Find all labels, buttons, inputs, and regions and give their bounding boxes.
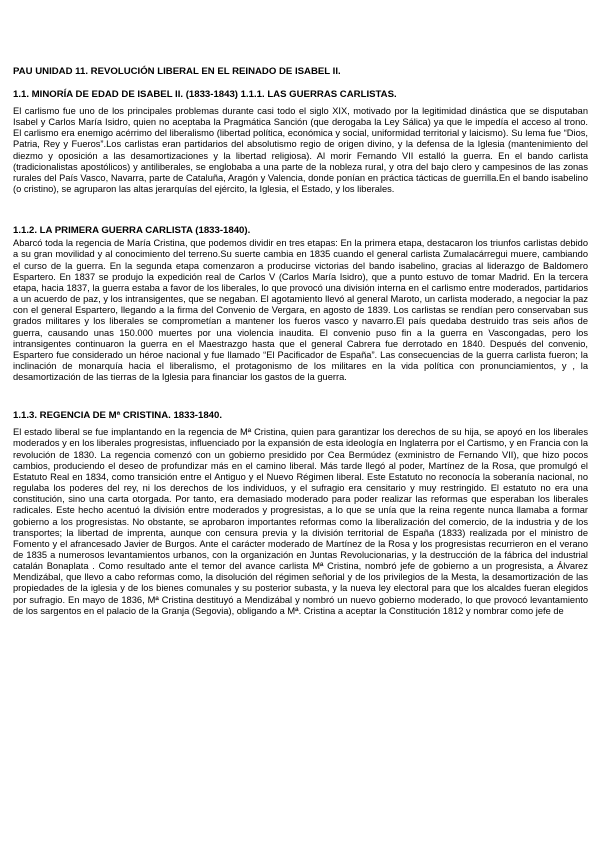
- section-body-minoria: El carlismo fue uno de los principales problemas durante casi todo el siglo XIX, motivado por la legitimidad dinástica que se disputaban Isabel y Carlos María Isidro, quien no aceptaba la Pragmática Sanción (que derogaba la Ley Sálica) ya que le impedía el acceso al trono. El carlismo era enemigo acérrimo del liberalismo (libertad política, económica y social, uniformidad territorial y laicismo). Su lema fue “Dios, Patria, Rey y Fueros”.Los carlistas eran partidarios del absolutismo regio de origen divino, y la defensa de la Iglesia (mantenimiento del diezmo y oposición a las desamortizaciones y la libertad religiosa). Al morir Fernando VII estalló la guerra. En el bando carlista (tradicionalistas apostólicos) y antiliberales, se englobaba a una parte de la nobleza rural, y otra del bajo clero y campesinos de las zonas rurales del País Vasco, Navarra, parte de Cataluña, Aragón y Valencia, donde ponían en práctica tácticas de guerrilla.En el bando isabelino (o cristino), se agruparon las altas jerarquías del ejército, la Iglesia, el Estado, y los liberales.: [13, 106, 588, 195]
- section-spacer: [13, 383, 588, 410]
- section-body-primera-guerra: Abarcó toda la regencia de María Cristina, que podemos dividir en tres etapas: En la primera etapa, destacaron los triunfos carlistas debido a su gran movilidad y al conocimiento del terreno.Su suerte cambia en 1835 cuando el general carlista Zumalacárregui muere, cambiando el curso de la guerra. En la segunda etapa comenzaron a producirse victorias del bando isabelino, gracias al liderazgo de Baldomero Espartero. En 1837 se produjo la expedición real de Carlos V (Carlos María Isidro), que a punto estuvo de tomar Madrid. En la tercera etapa, hacia 1837, la guerra estaba a favor de los liberales, lo que provocó una división interna en el carlismo entre moderados, partidarios a un acuerdo de paz, y los intransigentes, que se negaban. El agotamiento llevó al general Maroto, un carlista moderado, a negociar la paz con el general Espartero, llegando a la firma del Convenio de Vergara, en agosto de 1839. Los carlistas se rendían pero conservaban sus grados militares y los liberales se comprometían a mantener los fueros vasco y navarro.El país quedaba destruido tras seis años de guerra, causando unas 150.000 muertes por una violencia inaudita. El convenio puso fin a la guerra en Vascongadas, pero los intransigentes continuaron la guerra en el Maestrazgo hasta que el general Cabrera fue derrotado en 1840. Después del convenio, Espartero fue considerado un héroe nacional y fue llamado “El Pacificador de España”. Las consecuencias de la guerra carlista fueron; la inclinación de monarquía hacia el liberalismo, el protagonismo de los militares en la vida política con pronunciamientos, y , la desamortización de las tierras de la Iglesia para financiar los gastos de la guerra.: [13, 238, 588, 383]
- section-heading-primera-guerra: 1.1.2. LA PRIMERA GUERRA CARLISTA (1833-1840).: [13, 225, 251, 237]
- section-spacer: [13, 195, 588, 225]
- section-heading-regencia: 1.1.3. REGENCIA DE Mª CRISTINA. 1833-1840.: [13, 410, 222, 422]
- section-heading-minoria: 1.1. MINORÍA DE EDAD DE ISABEL II. (1833-1843) 1.1.1. LAS GUERRAS CARLISTAS.: [13, 89, 397, 100]
- document-title: PAU UNIDAD 11. REVOLUCIÓN LIBERAL EN EL REINADO DE ISABEL II.: [13, 66, 341, 77]
- section-body-regencia: El estado liberal se fue implantando en la regencia de Mª Cristina, quien para garantizar los derechos de su hija, se apoyó en los liberales moderados y en los liberales progresistas, influenciado por la expansión de esta ideología en Inglaterra por el Cartismo, y en Francia con la revolución de 1830. La regencia comenzó con un gobierno presidido por Cea Bermúdez (exministro de Fernando VII), que hizo pocos cambios, produciendo el deseo de profundizar más en el camino liberal. Más tarde llegó al poder, Martínez de la Rosa, que promulgó el Estatuto Real en 1834, como transición entre el Antiguo y el Nuevo Régimen liberal. Este Estatuto no reconocía la soberanía nacional, no regulaba los poderes del rey, ni los derechos de los individuos, y el sufragio era censitario y muy restringido. El estatuto no era una constitución, sino una carta otorgada. Por tanto, era demasiado moderado para poder realizar las reformas que esperaban los liberales radicales. Este hecho acentuó la división entre moderados y progresistas, a lo que se unía que la reina regente nunca llamaba a formar gobierno a los progresistas. No obstante, se aprobaron importantes reformas como la liberalización del comercio, de la industria y de los transportes; la libertad de imprenta, aunque con censura previa y la división territorial de España (1833) realizada por el ministro de Fomento y el afrancesado Javier de Burgos. Ante el carácter moderado de Martínez de la Rosa y los progresistas recurrieron en el verano de 1835 a numerosos levantamientos urbanos, con la organización en Juntas Revolucionarias, y la destrucción de la fábrica del industrial catalán Bonaplata . Como resultado ante el temor del avance carlista Mª Cristina, nombró jefe de gobierno a un progresista, a Álvarez Mendizábal, que llevo a cabo reformas como, la disolución del régimen señorial y de los privilegios de la Mesta, la desamortización de las propiedades de la iglesia y de los bienes comunales y su posterior subasta, y la nueva ley electoral para que los alcaldes fueran elegidos por sufragio. En mayo de 1836, Mª Cristina destituyó a Mendizábal y nombró un nuevo gobierno moderado, lo que provocó levantamiento de los sargentos en el palacio de la Granja (Segovia), obligando a Mª. Cristina a aceptar la Constitución 1812 y nombrar como jefe de: [13, 427, 588, 616]
